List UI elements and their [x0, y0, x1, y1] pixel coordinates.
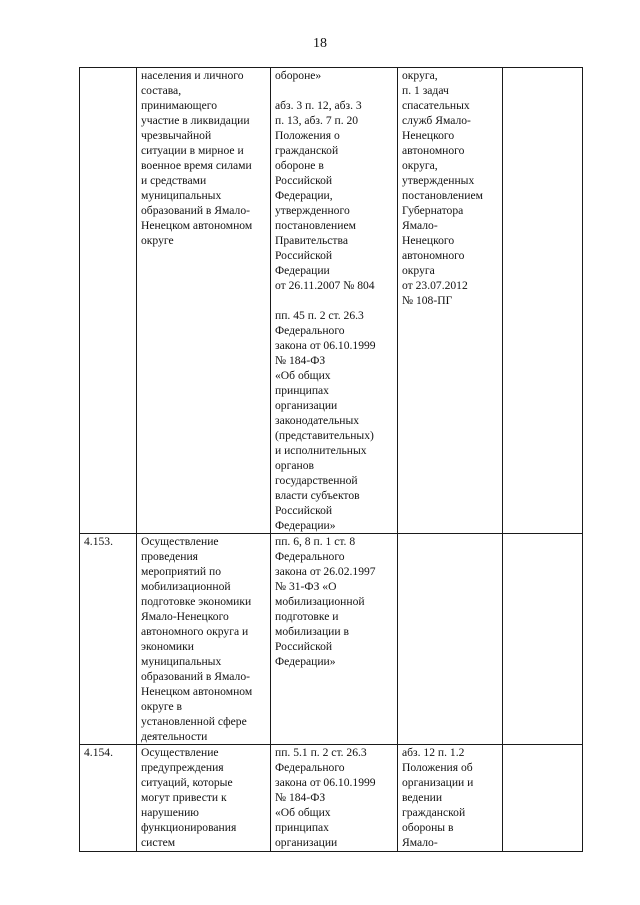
table-row	[80, 745, 583, 852]
powers-text: Осуществление проведения мероприятий по мобилизационной подготовке экономики Ямало-Ненецкого автономного округа и экономики муниципальных образований в Ямало- Ненецком автономном округе в установленной сфере деятельности	[141, 535, 253, 743]
powers-cell	[137, 534, 271, 745]
row-number: 4.154.	[84, 746, 113, 759]
legal-basis-text: обороне»	[275, 69, 322, 82]
empty-cell	[503, 534, 583, 745]
table-row	[80, 68, 583, 534]
powers-text: населения и личного состава, принимающего участие в ликвидации чрезвычайной ситуации в мирное и военное время силами и средствами муниципальных образований в Ямало- Ненецком автономном округе	[141, 69, 253, 247]
regional-act-cell	[398, 68, 503, 534]
legal-basis-text: абз. 3 п. 12, абз. 3 п. 13, абз. 7 п. 20 Положения о гражданской обороне в Российской Федерации, утвержденного постановлением Правительства Российской Федерации от 26.11.2007 № 804	[275, 99, 375, 292]
page-number: 18	[313, 36, 327, 51]
legal-basis-cell	[271, 68, 398, 534]
legal-basis-text: пп. 5.1 п. 2 ст. 26.3 Федерального закона от 06.10.1999 № 184-ФЗ «Об общих принципах организации	[275, 746, 376, 849]
regional-act-cell	[398, 534, 503, 745]
row-number: 4.153.	[84, 535, 113, 548]
empty-cell	[503, 745, 583, 852]
legal-basis-cell	[271, 534, 398, 745]
powers-cell	[137, 68, 271, 534]
row-number-cell	[80, 745, 137, 852]
document-table	[79, 67, 583, 852]
empty-cell	[503, 68, 583, 534]
row-number-cell	[80, 534, 137, 745]
powers-cell	[137, 745, 271, 852]
regional-act-cell	[398, 745, 503, 852]
regional-act-text: абз. 12 п. 1.2 Положения об организации и ведении гражданской обороны в Ямало-	[402, 746, 474, 849]
powers-text: Осуществление предупреждения ситуаций, которые могут привести к нарушению функционирования систем	[141, 746, 237, 849]
legal-basis-text: пп. 6, 8 п. 1 ст. 8 Федерального закона от 26.02.1997 № 31-ФЗ «О мобилизационной подготовке и мобилизации в Российской Федерации»	[275, 535, 376, 668]
legal-basis-cell	[271, 745, 398, 852]
legal-basis-text: пп. 45 п. 2 ст. 26.3 Федерального закона от 06.10.1999 № 184-ФЗ «Об общих принципах организации законодательных (представительных) и исполнительных органов государственной власти субъектов Российской Федерации»	[275, 309, 376, 532]
regional-act-text: округа, п. 1 задач спасательных служб Ямало- Ненецкого автономного округа, утвержденных постановлением Губернатора Ямало- Ненецкого автономного округа от 23.07.2012 № 108-ПГ	[402, 69, 483, 307]
row-number-cell	[80, 68, 137, 534]
table-row	[80, 534, 583, 745]
